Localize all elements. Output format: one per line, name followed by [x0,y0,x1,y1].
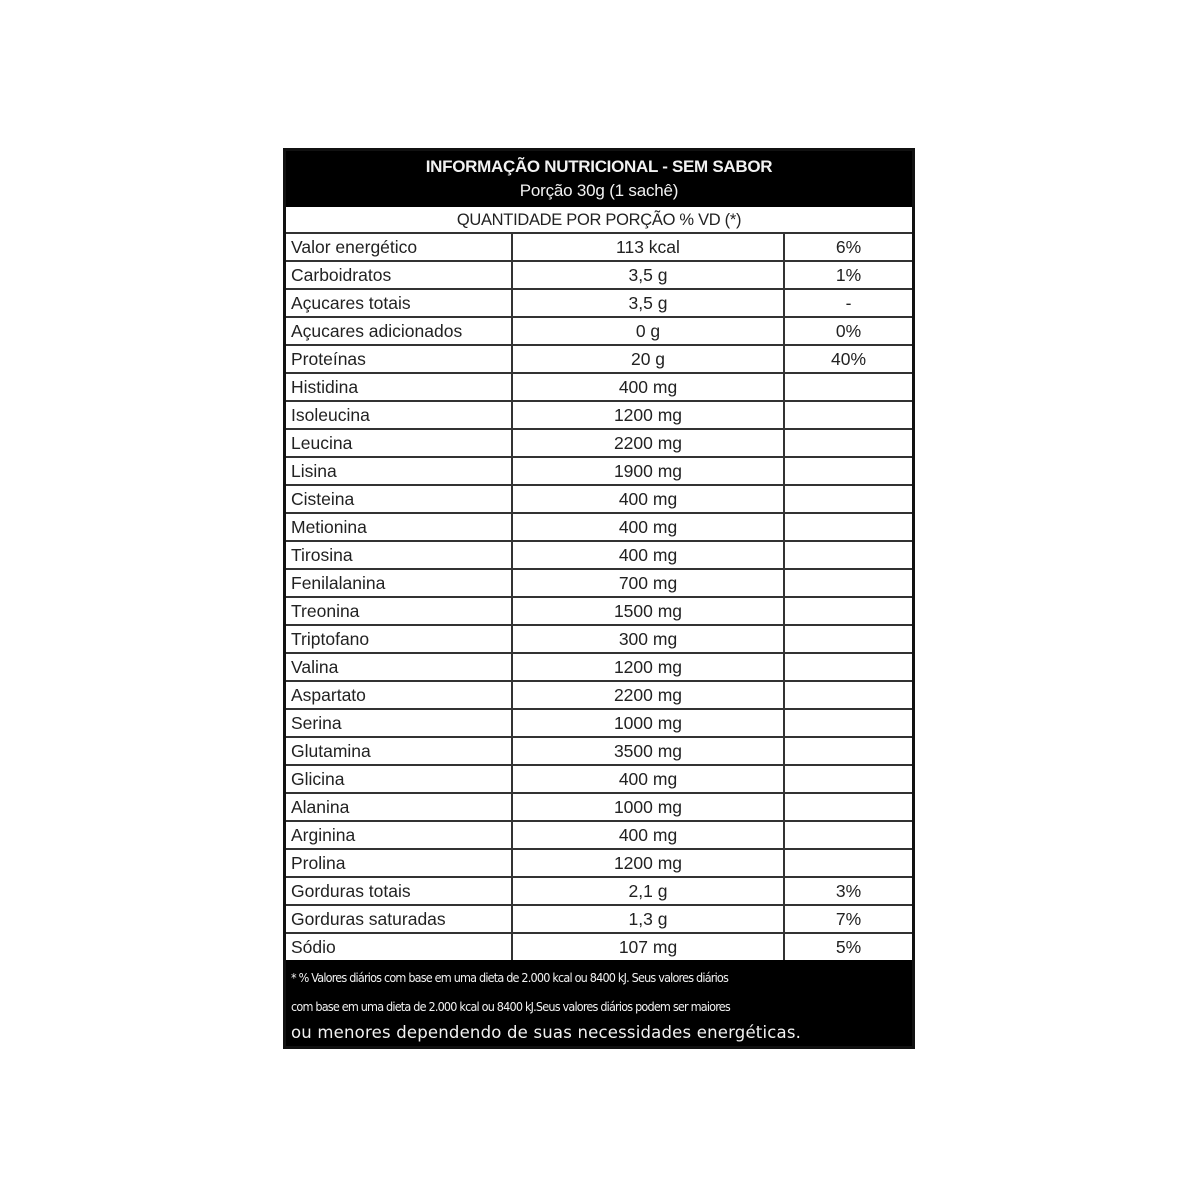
nutrient-quantity: 400 mg [512,373,784,401]
nutrient-quantity: 1000 mg [512,793,784,821]
nutrient-name: Isoleucina [286,401,512,429]
nutrient-name: Treonina [286,597,512,625]
nutrient-quantity: 2,1 g [512,877,784,905]
nutrient-name: Glicina [286,765,512,793]
nutrient-name: Lisina [286,457,512,485]
nutrient-quantity: 400 mg [512,541,784,569]
nutrient-quantity: 1200 mg [512,849,784,877]
nutrient-name: Proteínas [286,345,512,373]
nutrient-quantity: 2200 mg [512,681,784,709]
footnote-line-2: com base em uma dieta de 2.000 kcal ou 8400 kJ.Seus valores diários podem ser maiores [291,999,730,1014]
table-row [286,429,912,457]
nutrient-daily-value: - [784,289,912,317]
nutrient-daily-value: 7% [784,905,912,933]
table-row [286,905,912,933]
nutrient-daily-value: 6% [784,234,912,261]
nutrient-name: Arginina [286,821,512,849]
portion-size: Porção 30g (1 sachê) [519,181,679,200]
nutrient-name: Valor energético [286,234,512,261]
nutrient-quantity: 400 mg [512,821,784,849]
nutrient-daily-value [784,457,912,485]
nutrient-daily-value: 5% [835,937,862,957]
nutrient-quantity: 300 mg [512,625,784,653]
nutrient-name: Gorduras totais [286,877,512,905]
table-row [286,261,912,289]
nutrient-daily-value [784,513,912,541]
nutrient-daily-value [784,793,912,821]
nutrition-facts-label [283,148,915,1049]
nutrient-name: Valina [286,653,512,681]
table-row [286,653,912,681]
table-row [286,681,912,709]
footnote-line-1: * % Valores diários com base em uma dieta de 2.000 kcal ou 8400 kJ. Seus valores diários [291,970,729,985]
table-row [286,625,912,653]
nutrient-daily-value [784,737,912,765]
nutrient-quantity: 400 mg [512,765,784,793]
nutrient-name: Açucares adicionados [286,317,512,345]
nutrient-name: Metionina [286,513,512,541]
nutrient-daily-value [784,401,912,429]
table-row [286,513,912,541]
nutrient-daily-value [784,429,912,457]
nutrient-name: Carboidratos [286,261,512,289]
table-row [286,317,912,345]
nutrient-name: Fenilalanina [286,569,512,597]
nutrient-name: Leucina [286,429,512,457]
nutrient-daily-value [784,541,912,569]
table-row [286,457,912,485]
nutrient-quantity: 1200 mg [512,401,784,429]
nutrient-daily-value: 3% [784,877,912,905]
nutrient-name: Glutamina [286,737,512,765]
nutrient-quantity: 113 kcal [512,234,784,261]
nutrient-name: Açucares totais [286,289,512,317]
nutrient-quantity: 3500 mg [512,737,784,765]
nutrient-name: Histidina [286,373,512,401]
table-row [286,234,912,261]
nutrient-name: Serina [286,709,512,737]
table-row [286,821,912,849]
nutrient-quantity: 1900 mg [512,457,784,485]
nutrient-quantity: 2200 mg [512,429,784,457]
nutrient-daily-value: 1% [784,261,912,289]
table-row [286,345,912,373]
table-row [286,289,912,317]
nutrient-daily-value [784,569,912,597]
nutrient-name: Tirosina [286,541,512,569]
nutrient-daily-value: 40% [784,345,912,373]
nutrient-quantity: 1200 mg [512,653,784,681]
nutrient-quantity: 1000 mg [512,709,784,737]
nutrient-daily-value [784,653,912,681]
nutrient-quantity: 1500 mg [512,597,784,625]
nutrient-name: Cisteina [286,485,512,513]
nutrient-quantity: 700 mg [512,569,784,597]
table-row [286,401,912,429]
nutrient-daily-value [784,373,912,401]
nutrient-name: Triptofano [286,625,512,653]
nutrient-daily-value [784,597,912,625]
table-row [286,933,912,960]
nutrient-quantity: 1,3 g [512,905,784,933]
table-row [286,597,912,625]
table-row [286,849,912,877]
table-row [286,877,912,905]
table-row [286,485,912,513]
table-row [286,569,912,597]
table-row [286,541,912,569]
nutrient-daily-value [784,625,912,653]
nutrient-daily-value [784,485,912,513]
nutrient-quantity: 3,5 g [512,289,784,317]
label-header [286,151,912,207]
label-title: INFORMAÇÃO NUTRICIONAL - SEM SABOR [425,157,773,176]
nutrient-quantity: 0 g [512,317,784,345]
nutrient-quantity: 3,5 g [512,261,784,289]
table-row [286,373,912,401]
nutrient-name: Sódio [286,933,512,960]
nutrient-name: Alanina [286,793,512,821]
nutrient-daily-value [784,681,912,709]
nutrition-table [286,234,912,960]
nutrient-daily-value [784,849,912,877]
label-footer [286,960,912,1046]
nutrient-name: Prolina [286,849,512,877]
nutrient-quantity: 400 mg [512,485,784,513]
table-row [286,737,912,765]
table-row [286,765,912,793]
nutrient-daily-value [784,821,912,849]
nutrient-quantity: 107 mg [512,933,784,960]
nutrient-quantity: 400 mg [512,513,784,541]
nutrient-daily-value [784,765,912,793]
nutrient-name: Gorduras saturadas [286,905,512,933]
quantity-header: QUANTIDADE POR PORÇÃO % VD (*) [286,207,912,234]
table-row [286,793,912,821]
nutrient-name: Aspartato [286,681,512,709]
table-row [286,709,912,737]
nutrient-daily-value [784,709,912,737]
nutrient-daily-value: 0% [784,317,912,345]
nutrient-quantity: 20 g [512,345,784,373]
footnote-line-3: ou menores dependendo de suas necessidades energéticas. [291,1023,802,1042]
